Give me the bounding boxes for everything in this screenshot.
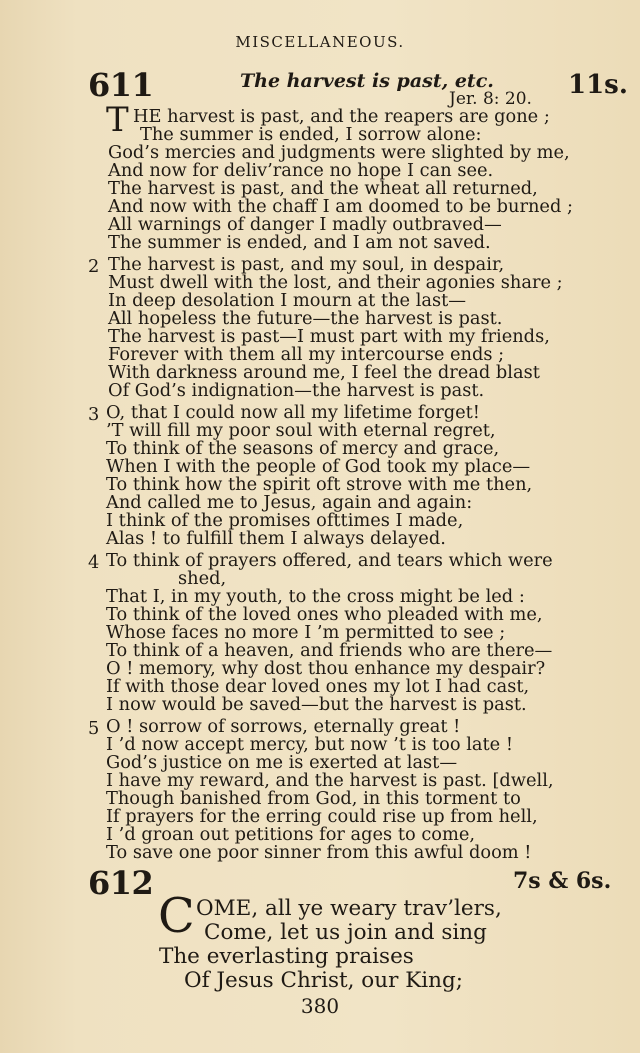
verse-line: And now for deliv’rance no hope I can see.	[108, 160, 494, 181]
verse-line: To think of prayers offered, and tears which were	[106, 550, 553, 571]
drop-cap: T	[106, 100, 129, 140]
verse-line: The everlasting praises	[159, 944, 414, 969]
verse-line: HE harvest is past, and the reapers are gone ;	[133, 106, 550, 127]
verse-line: To think of a heaven, and friends who are there—	[106, 640, 553, 661]
verse-line: And now with the chaff I am doomed to be burned ;	[108, 196, 573, 217]
verse-line: Come, let us join and sing	[204, 920, 487, 945]
verse-line: O, that I could now all my lifetime forget!	[106, 402, 480, 423]
verse-line: I ’d now accept mercy, but now ’t is too late !	[106, 734, 513, 755]
verse-line: The harvest is past—I must part with my friends,	[108, 326, 550, 347]
verse-line: ’T will fill my poor soul with eternal regret,	[106, 420, 496, 441]
verse-line: The summer is ended, I sorrow alone:	[140, 124, 482, 145]
verse-line: With darkness around me, I feel the dread blast	[108, 362, 540, 383]
verse-line: The summer is ended, and I am not saved.	[108, 232, 491, 253]
verse-line: Forever with them all my intercourse ends ;	[108, 344, 505, 365]
verse-line: shed,	[178, 568, 227, 589]
scripture-reference: Jer. 8: 20.	[449, 89, 532, 109]
verse-line: Must dwell with the lost, and their agonies share ;	[108, 272, 563, 293]
verse-line: To think of the loved ones who pleaded with me,	[106, 604, 543, 625]
verse-line: O ! sorrow of sorrows, eternally great !	[106, 716, 461, 737]
stanza-number: 3	[88, 404, 100, 425]
stanza-number: 2	[88, 256, 100, 277]
verse-line: I think of the promises ofttimes I made,	[106, 510, 464, 531]
verse-line: And called me to Jesus, again and again:	[106, 492, 473, 513]
verse-line: All hopeless the future—the harvest is past.	[108, 308, 503, 329]
stanza-number: 5	[88, 718, 100, 739]
verse-line: Of God’s indignation—the harvest is past.	[108, 380, 485, 401]
verse-line: I have my reward, and the harvest is past. [dwell,	[106, 770, 554, 791]
hymn-number-611: 611	[88, 66, 154, 104]
drop-cap: C	[158, 888, 195, 944]
verse-line: The harvest is past, and the wheat all returned,	[108, 178, 538, 199]
verse-line: OME, all ye weary trav’lers,	[196, 896, 502, 921]
running-head: MISCELLANEOUS.	[235, 33, 405, 51]
verse-line: God’s mercies and judgments were slighted by me,	[108, 142, 570, 163]
verse-line: God’s justice on me is exerted at last—	[106, 752, 458, 773]
hymn-meter-611: 11s.	[568, 70, 628, 100]
verse-line: Whose faces no more I ’m permitted to see ;	[106, 622, 506, 643]
verse-line: I now would be saved—but the harvest is past.	[106, 694, 527, 715]
verse-line: All warnings of danger I madly outbraved—	[108, 214, 502, 235]
hymn-number-612: 612	[88, 864, 154, 902]
stanza-number: 4	[88, 552, 100, 573]
verse-line: If with those dear loved ones my lot I had cast,	[106, 676, 530, 697]
verse-line: In deep desolation I mourn at the last—	[108, 290, 467, 311]
verse-line: O ! memory, why dost thou enhance my despair?	[106, 658, 546, 679]
verse-line: To think of the seasons of mercy and grace,	[106, 438, 500, 459]
verse-line: To save one poor sinner from this awful doom !	[106, 842, 532, 863]
verse-line: I ’d groan out petitions for ages to come,	[106, 824, 476, 845]
verse-line: Though banished from God, in this torment to	[106, 788, 521, 809]
verse-line: If prayers for the erring could rise up from hell,	[106, 806, 538, 827]
page-number: 380	[300, 994, 340, 1018]
verse-line: When I with the people of God took my place—	[106, 456, 531, 477]
hymn-title-611: The harvest is past, etc.	[240, 70, 494, 92]
hymn-meter-612: 7s & 6s.	[513, 868, 612, 894]
verse-line: The harvest is past, and my soul, in despair,	[108, 254, 505, 275]
verse-line: To think how the spirit oft strove with me then,	[106, 474, 533, 495]
verse-line: Alas ! to fulfill them I always delayed.	[106, 528, 446, 549]
verse-line: That I, in my youth, to the cross might be led :	[106, 586, 525, 607]
verse-line: Of Jesus Christ, our King;	[184, 968, 463, 993]
